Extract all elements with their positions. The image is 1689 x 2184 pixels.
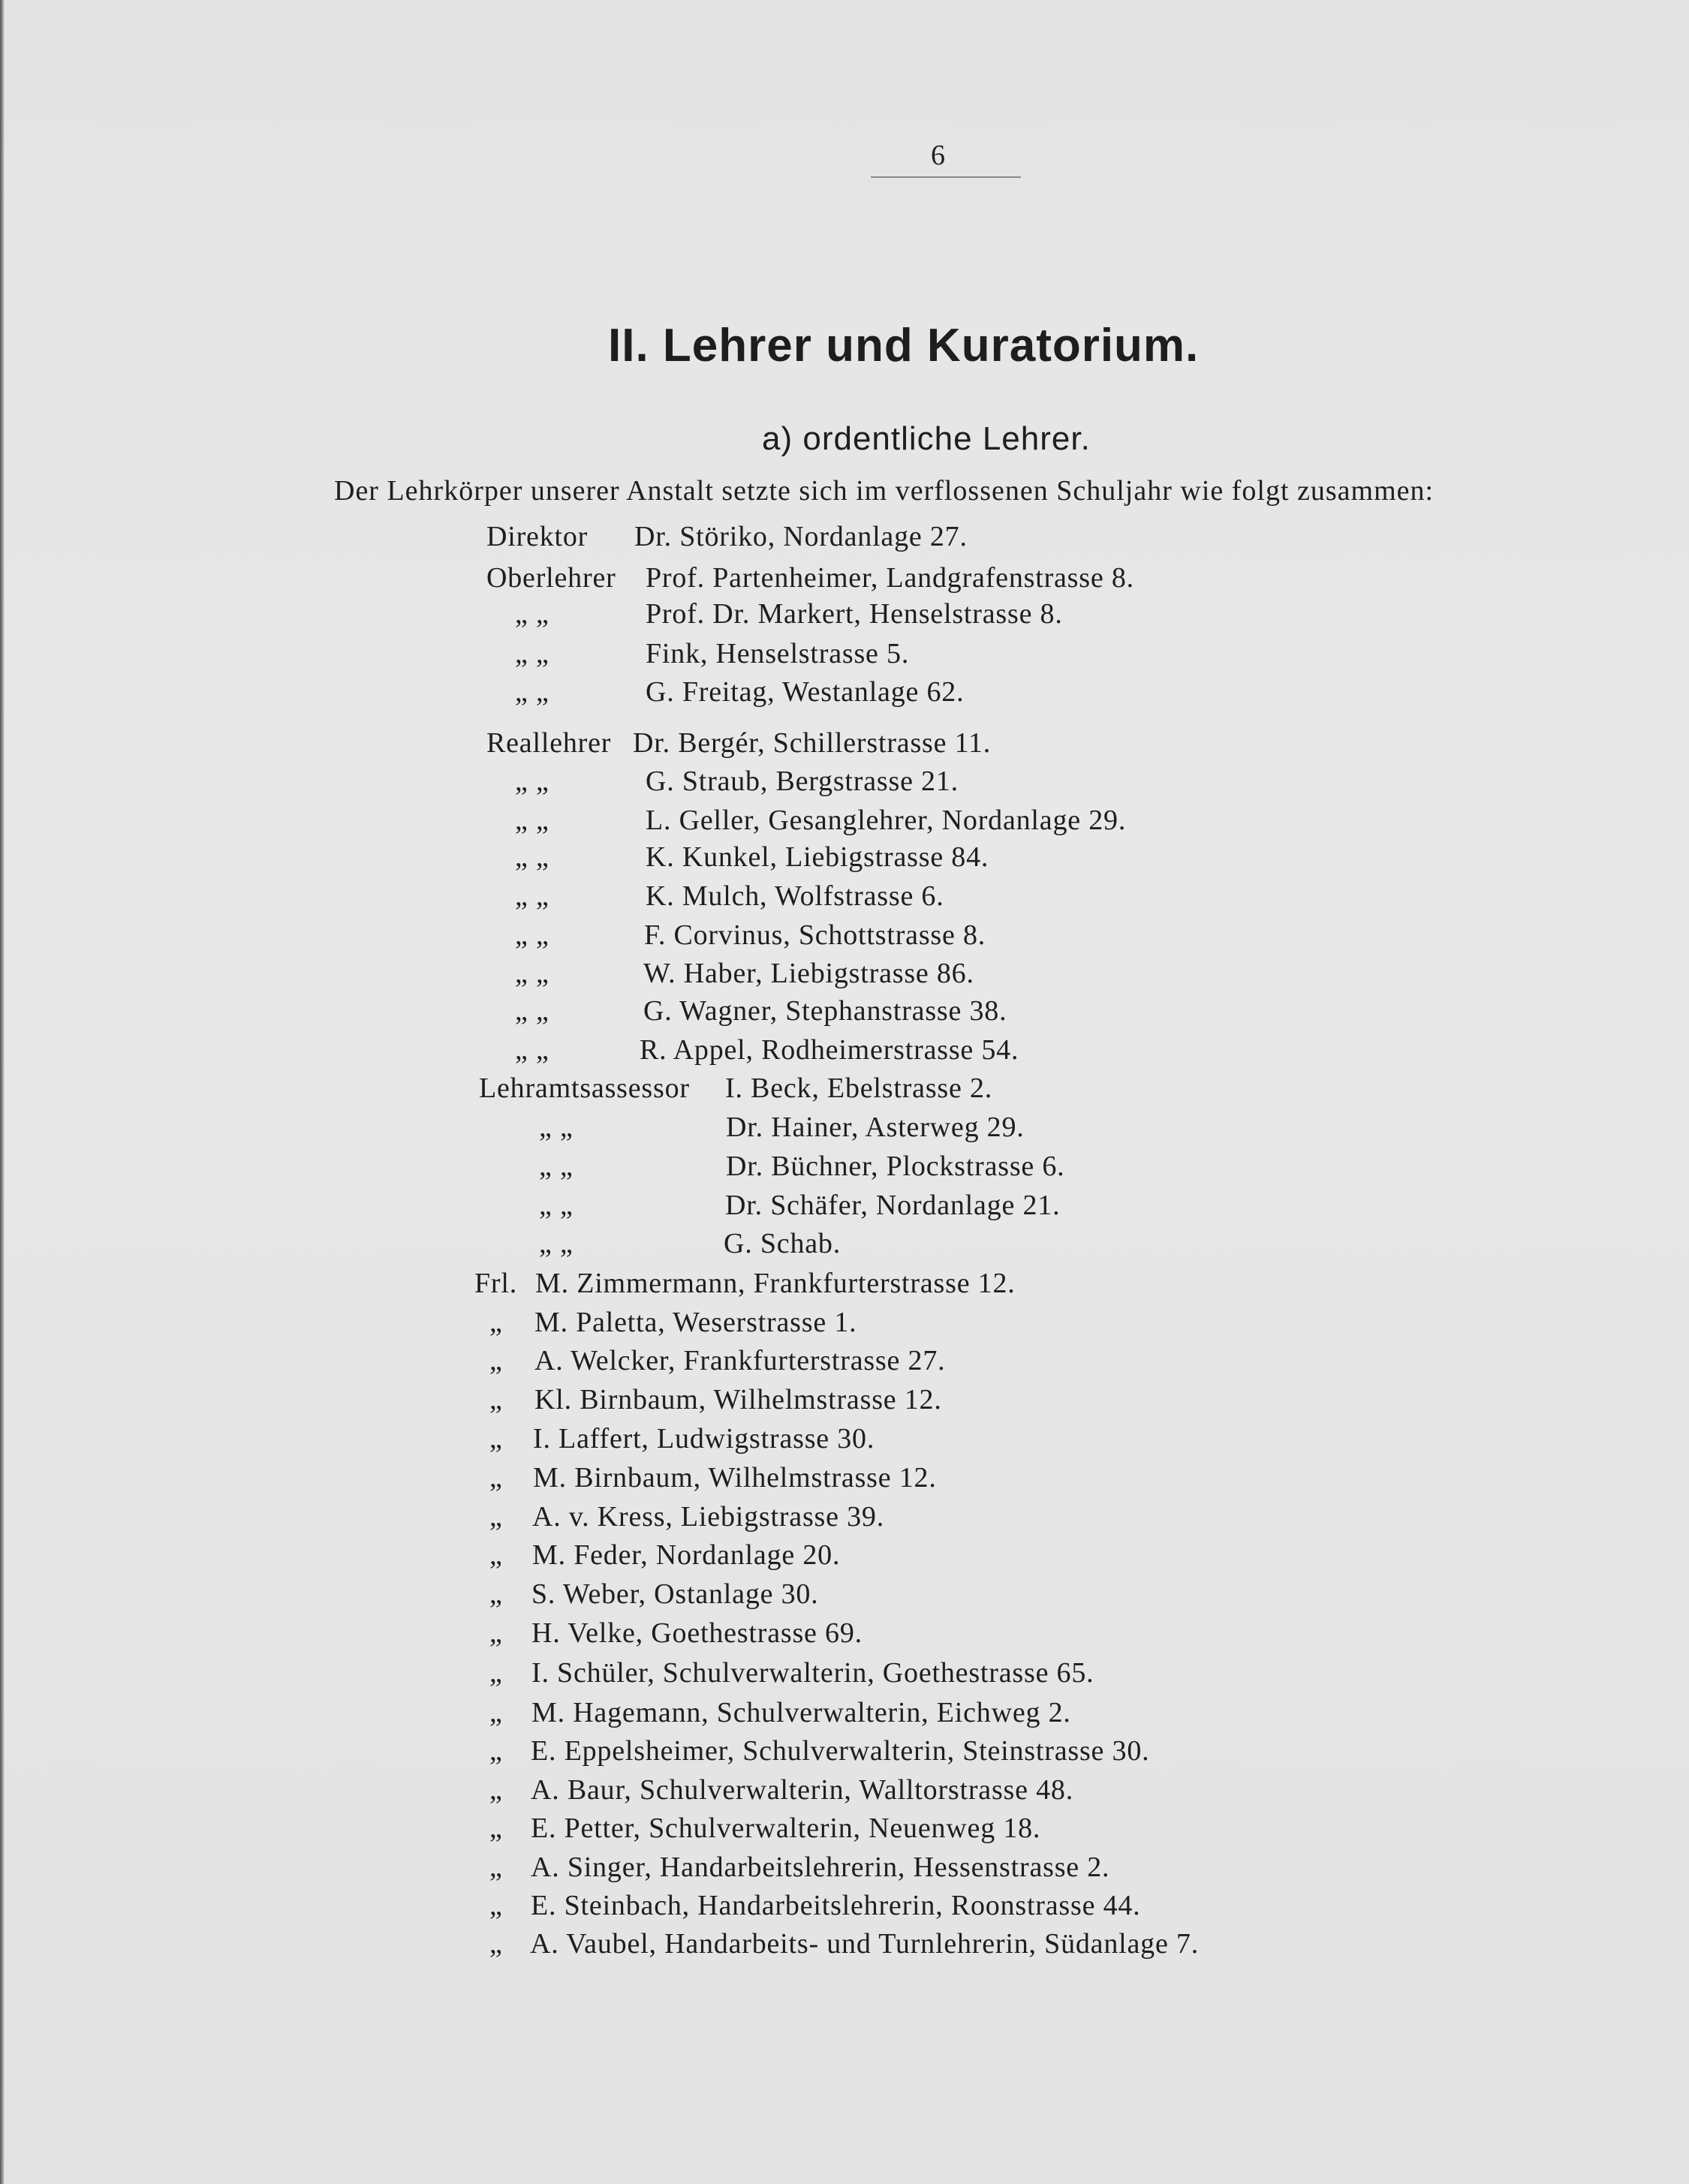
- teacher-role-prefix: „: [489, 1462, 503, 1494]
- teacher-entry: A. v. Kress, Liebigstrasse 39.: [532, 1501, 885, 1533]
- teacher-role-prefix: „ „: [539, 1151, 574, 1182]
- teacher-role-prefix: Direktor: [486, 521, 589, 552]
- teacher-entry: G. Straub, Bergstrasse 21.: [646, 766, 959, 797]
- teacher-role-prefix: Frl.: [474, 1268, 518, 1299]
- teacher-entry: E. Steinbach, Handarbeitslehrerin, Roonstrasse 44.: [531, 1890, 1141, 1921]
- teacher-role-prefix: „: [489, 1539, 503, 1571]
- teacher-entry: Prof. Partenheimer, Landgrafenstrasse 8.: [646, 562, 1134, 594]
- page-number: 6: [931, 140, 946, 171]
- teacher-entry: M. Birnbaum, Wilhelmstrasse 12.: [533, 1462, 937, 1494]
- teacher-entry: W. Haber, Liebigstrasse 86.: [643, 958, 974, 989]
- teacher-entry: L. Geller, Gesanglehrer, Nordanlage 29.: [646, 805, 1127, 836]
- teacher-entry: A. Vaubel, Handarbeits- und Turnlehrerin, Südanlage 7.: [530, 1928, 1200, 1960]
- teacher-role-prefix: „ „: [539, 1112, 574, 1143]
- teacher-role-prefix: „ „: [515, 880, 549, 912]
- teacher-role-prefix: „ „: [515, 676, 549, 708]
- page-edge-shadow: [0, 0, 5, 2184]
- teacher-entry: Dr. Büchner, Plockstrasse 6.: [726, 1151, 1065, 1182]
- teacher-entry: M. Feder, Nordanlage 20.: [532, 1539, 841, 1571]
- teacher-role-prefix: „ „: [539, 1228, 574, 1259]
- teacher-role-prefix: „: [489, 1697, 503, 1728]
- teacher-entry: R. Appel, Rodheimerstrasse 54.: [640, 1034, 1019, 1066]
- teacher-role-prefix: „ „: [515, 958, 549, 989]
- teacher-role-prefix: „: [489, 1774, 503, 1806]
- teacher-entry: F. Corvinus, Schottstrasse 8.: [644, 919, 986, 951]
- teacher-role-prefix: „ „: [515, 598, 549, 630]
- intro-paragraph: Der Lehrkörper unserer Anstalt setzte sich im verflossenen Schuljahr wie folgt zusammen:: [334, 475, 1435, 507]
- subsection-title: a) ordentliche Lehrer.: [762, 420, 1091, 457]
- teacher-role-prefix: „: [489, 1384, 503, 1415]
- section-title: II. Lehrer und Kuratorium.: [608, 320, 1200, 372]
- teacher-role-prefix: „: [489, 1812, 503, 1844]
- teacher-entry: G. Wagner, Stephanstrasse 38.: [643, 995, 1007, 1027]
- teacher-role-prefix: Oberlehrer: [486, 562, 616, 594]
- teacher-role-prefix: Lehramtsassessor: [479, 1072, 690, 1104]
- teacher-entry: M. Paletta, Weserstrasse 1.: [534, 1307, 857, 1338]
- teacher-role-prefix: „ „: [539, 1190, 574, 1221]
- teacher-entry: A. Baur, Schulverwalterin, Walltorstrasse 48.: [531, 1774, 1074, 1806]
- teacher-entry: A. Welcker, Frankfurterstrasse 27.: [534, 1345, 946, 1376]
- teacher-role-prefix: „ „: [515, 919, 549, 951]
- teacher-role-prefix: „: [489, 1501, 503, 1533]
- teacher-entry: M. Zimmermann, Frankfurterstrasse 12.: [535, 1268, 1016, 1299]
- teacher-role-prefix: „: [489, 1307, 503, 1338]
- teacher-role-prefix: „ „: [515, 995, 549, 1027]
- teacher-entry: H. Velke, Goethestrasse 69.: [531, 1617, 863, 1649]
- teacher-entry: Fink, Henselstrasse 5.: [646, 638, 910, 669]
- teacher-entry: G. Freitag, Westanlage 62.: [646, 676, 965, 708]
- teacher-entry: K. Mulch, Wolfstrasse 6.: [646, 880, 944, 912]
- teacher-role-prefix: „: [489, 1345, 503, 1376]
- teacher-entry: Dr. Bergér, Schillerstrasse 11.: [633, 727, 992, 759]
- teacher-entry: I. Laffert, Ludwigstrasse 30.: [533, 1423, 875, 1454]
- teacher-entry: G. Schab.: [724, 1228, 841, 1259]
- teacher-role-prefix: „ „: [515, 841, 549, 873]
- page-number-rule: [871, 176, 1021, 178]
- teacher-role-prefix: Reallehrer: [486, 727, 612, 759]
- teacher-entry: A. Singer, Handarbeitslehrerin, Hessenstrasse 2.: [531, 1852, 1110, 1883]
- teacher-role-prefix: „: [489, 1890, 503, 1921]
- teacher-role-prefix: „: [489, 1657, 503, 1689]
- teacher-role-prefix: „: [489, 1735, 503, 1767]
- teacher-entry: Kl. Birnbaum, Wilhelmstrasse 12.: [534, 1384, 942, 1415]
- teacher-entry: S. Weber, Ostanlage 30.: [531, 1578, 819, 1610]
- teacher-role-prefix: „ „: [515, 805, 549, 836]
- teacher-entry: K. Kunkel, Liebigstrasse 84.: [646, 841, 989, 873]
- teacher-entry: I. Schüler, Schulverwalterin, Goethestrasse 65.: [531, 1657, 1094, 1689]
- teacher-role-prefix: „ „: [515, 638, 549, 669]
- teacher-role-prefix: „ „: [515, 1034, 549, 1066]
- teacher-role-prefix: „ „: [515, 766, 549, 797]
- teacher-entry: Prof. Dr. Markert, Henselstrasse 8.: [646, 598, 1063, 630]
- teacher-entry: I. Beck, Ebelstrasse 2.: [725, 1072, 993, 1104]
- teacher-entry: E. Petter, Schulverwalterin, Neuenweg 18.: [531, 1812, 1041, 1844]
- teacher-entry: Dr. Schäfer, Nordanlage 21.: [725, 1190, 1061, 1221]
- teacher-role-prefix: „: [489, 1928, 503, 1960]
- teacher-entry: Dr. Störiko, Nordanlage 27.: [634, 521, 968, 552]
- teacher-entry: M. Hagemann, Schulverwalterin, Eichweg 2.: [531, 1697, 1071, 1728]
- teacher-entry: E. Eppelsheimer, Schulverwalterin, Steinstrasse 30.: [531, 1735, 1150, 1767]
- teacher-entry: Dr. Hainer, Asterweg 29.: [726, 1112, 1025, 1143]
- teacher-role-prefix: „: [489, 1852, 503, 1883]
- teacher-role-prefix: „: [489, 1423, 503, 1454]
- teacher-role-prefix: „: [489, 1617, 503, 1649]
- teacher-role-prefix: „: [489, 1578, 503, 1610]
